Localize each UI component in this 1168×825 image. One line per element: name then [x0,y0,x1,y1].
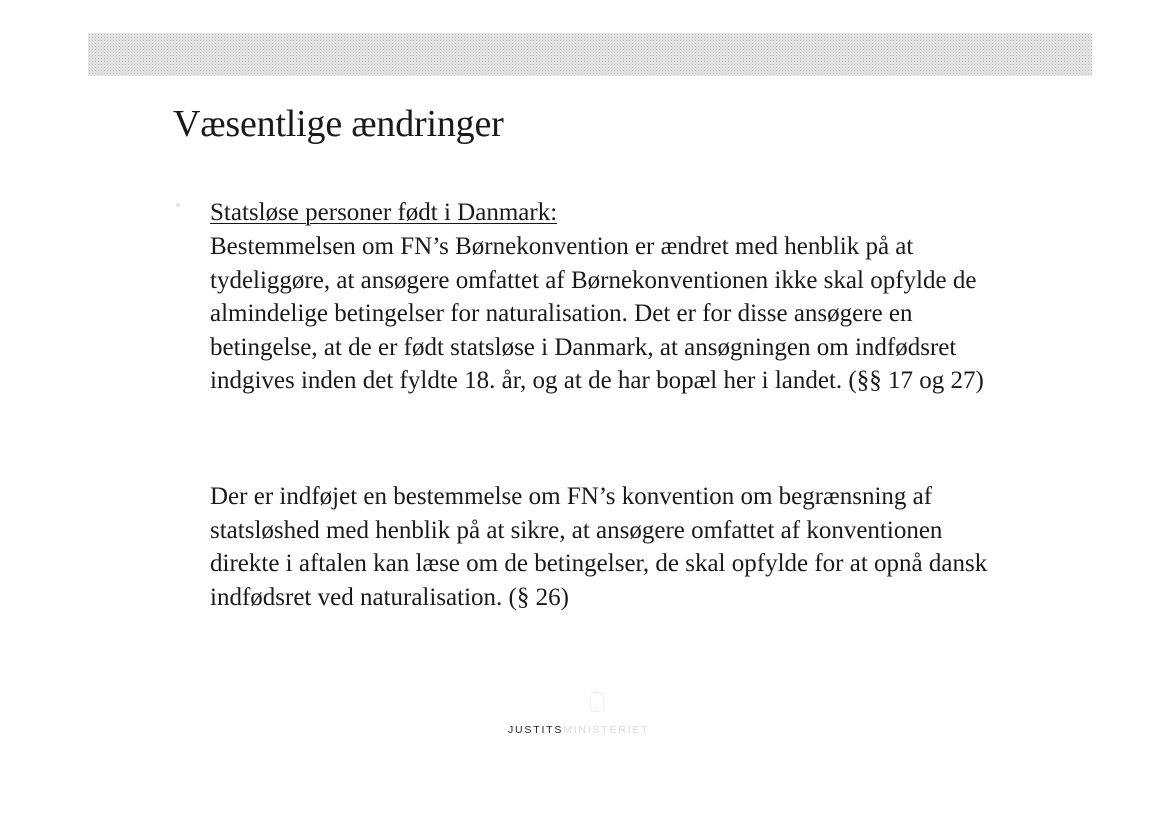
paragraph-childrens-convention [210,230,1010,398]
footer-logo [508,724,650,736]
paragraph-text: Der er indføjet en bestemmelse om FN’s konvention om begrænsning af statsløshed med henblik på at sikre, at ansøgere omfattet af konventionen direkte i aftalen kan læse om de betingelser, de skal opfylde for at opnå dansk indfødsret ved naturalisation. (§ 26) [210,483,988,611]
bullet-icon [176,203,180,207]
logo-text-faded: MINISTERIET [563,724,650,736]
page-title: Væsentlige ændringer [173,103,504,145]
paragraph-statelessness-convention [210,480,1010,614]
ministry-emblem-icon [590,692,604,712]
paragraph-text: Bestemmelsen om FN’s Børnekonvention er ændret med henblik på at tydeliggøre, at ansøgere omfattet af Børnekonventionen ikke skal opfylde de almindelige betingelser for naturalisation. Det er for disse ansøgere en betingelse, at de er født statsløse i Danmark, at ansøgningen om indfødsret indgives inden det fyldte 18. år, og at de har bopæl her i landet. (§§ 17 og 27) [210,233,984,394]
logo-text: JUSTITS [508,724,564,736]
header-band [88,33,1092,76]
section-heading: Statsløse personer født i Danmark: [210,199,558,226]
